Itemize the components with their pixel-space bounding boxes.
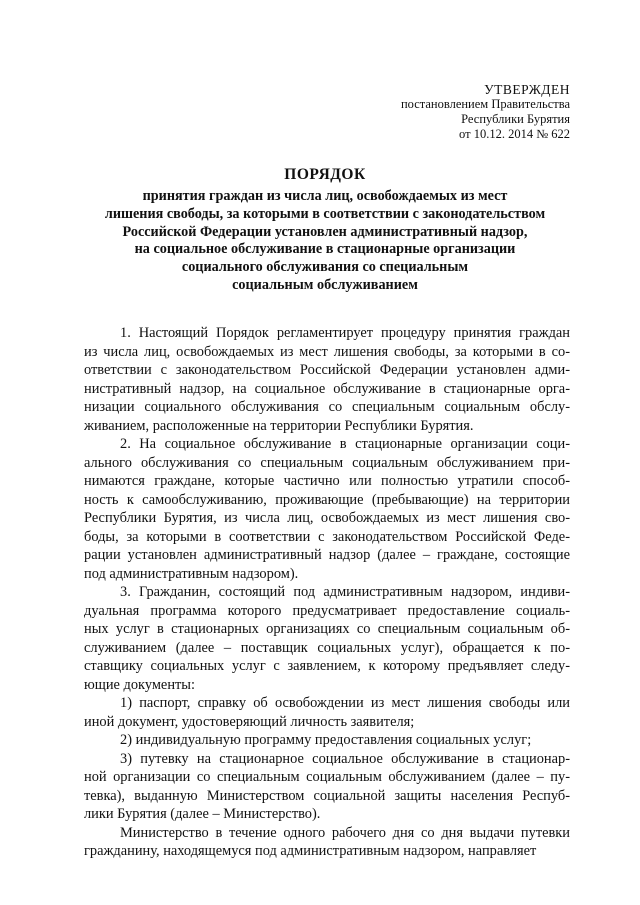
paragraph — [84, 750, 570, 824]
title-line: лишения свободы, за которыми в соответствии с законодательством — [104, 205, 546, 222]
approval-line: Республики Бурятия — [461, 112, 570, 126]
paragraph — [84, 435, 570, 583]
paragraph-line: рации установлен административный надзор (далее – граждане, состоящие — [84, 547, 570, 563]
paragraph-line: ющие документы: — [84, 676, 195, 693]
paragraph-line: ной организации со специальным социальным обслуживанием (далее – пу- — [84, 769, 570, 785]
paragraph — [84, 731, 570, 750]
paragraph-line: нимаются граждане, которые частично или полностью утратили способ- — [84, 473, 570, 489]
paragraph-line: ставщику социальных услуг с заявлением, к которому предъявляет следу- — [84, 658, 570, 674]
paragraph — [84, 583, 570, 694]
paragraph-line: 1) паспорт, справку об освобождении из мест лишения свободы или — [120, 695, 570, 711]
document-title — [80, 164, 570, 295]
paragraph — [84, 694, 570, 731]
paragraph-line: Министерство в течение одного рабочего дня со дня выдачи путевки — [120, 824, 570, 841]
paragraph-line: под административным надзором). — [84, 565, 299, 582]
paragraph-line: лики Бурятия (далее – Министерство). — [84, 806, 321, 822]
paragraph — [84, 824, 570, 861]
paragraph — [84, 324, 570, 435]
title-line: на социальное обслуживание в стационарные организации — [134, 241, 516, 258]
paragraph-line: боды, за которыми в соответствии с законодательством Российской Феде- — [84, 528, 570, 545]
paragraph-line: иной документ, удостоверяющий личность заявителя; — [84, 713, 415, 730]
paragraph-line: дуальная программа которого предусматривает предоставление социаль- — [84, 602, 570, 619]
document-body — [84, 324, 570, 861]
title-line: принятия граждан из числа лиц, освобождаемых из мест — [142, 188, 508, 204]
paragraph-line: служиванием (далее – поставщик социальных услуг), обращается к по- — [84, 639, 570, 656]
approval-line: от 10.12. 2014 № 622 — [459, 127, 570, 141]
approval-head: УТВЕРЖДЕН — [484, 82, 570, 97]
paragraph-line: ответствии с законодательством Российской Федерации установлен адми- — [84, 362, 570, 378]
paragraph-line: нистративный надзор, на социальное обслуживание в стационарные орга- — [84, 380, 570, 397]
paragraph-line: 3. Гражданин, состоящий под административным надзором, индиви- — [120, 584, 570, 600]
paragraph-line: ных услуг в стационарных организациях со специальным социальным об- — [84, 621, 570, 637]
paragraph-line: тевка), выданную Министерством социальной защиты населения Респуб- — [84, 787, 570, 804]
paragraph-line: ность к самообслуживанию, проживающие (пребывающие) на территории — [84, 491, 570, 508]
paragraph-line: низации социального обслуживания со специальным социальным обслу- — [84, 399, 570, 415]
paragraph-line: 3) путевку на стационарное социальное обслуживание в стационар- — [120, 750, 570, 767]
title-line: социального обслуживания со специальным — [181, 259, 469, 276]
approval-line: постановлением Правительства — [400, 97, 570, 111]
paragraph-line: живанием, расположенные на территории Республики Бурятия. — [84, 417, 474, 434]
approval-stamp — [401, 82, 570, 142]
paragraph-line: 2. На социальное обслуживание в стационарные организации соци- — [120, 436, 570, 452]
title-main: ПОРЯДОК — [284, 166, 366, 183]
title-line: социальным обслуживанием — [232, 276, 418, 293]
paragraph-line: 1. Настоящий Порядок регламентирует процедуру принятия граждан — [120, 325, 570, 341]
paragraph-line: 2) индивидуальную программу предоставления социальных услуг; — [120, 732, 532, 748]
paragraph-line: ального обслуживания со специальным социальным обслуживанием при- — [84, 454, 570, 471]
paragraph-line: из числа лиц, освобождаемых из мест лишения свободы, за которыми в со- — [84, 343, 570, 360]
title-line: Российской Федерации установлен административный надзор, — [122, 223, 528, 240]
paragraph-line: гражданину, находящемуся под административным надзором, направляет — [84, 843, 537, 859]
paragraph-line: Республики Бурятия, из числа лиц, освобождаемых из мест лишения сво- — [84, 510, 570, 526]
